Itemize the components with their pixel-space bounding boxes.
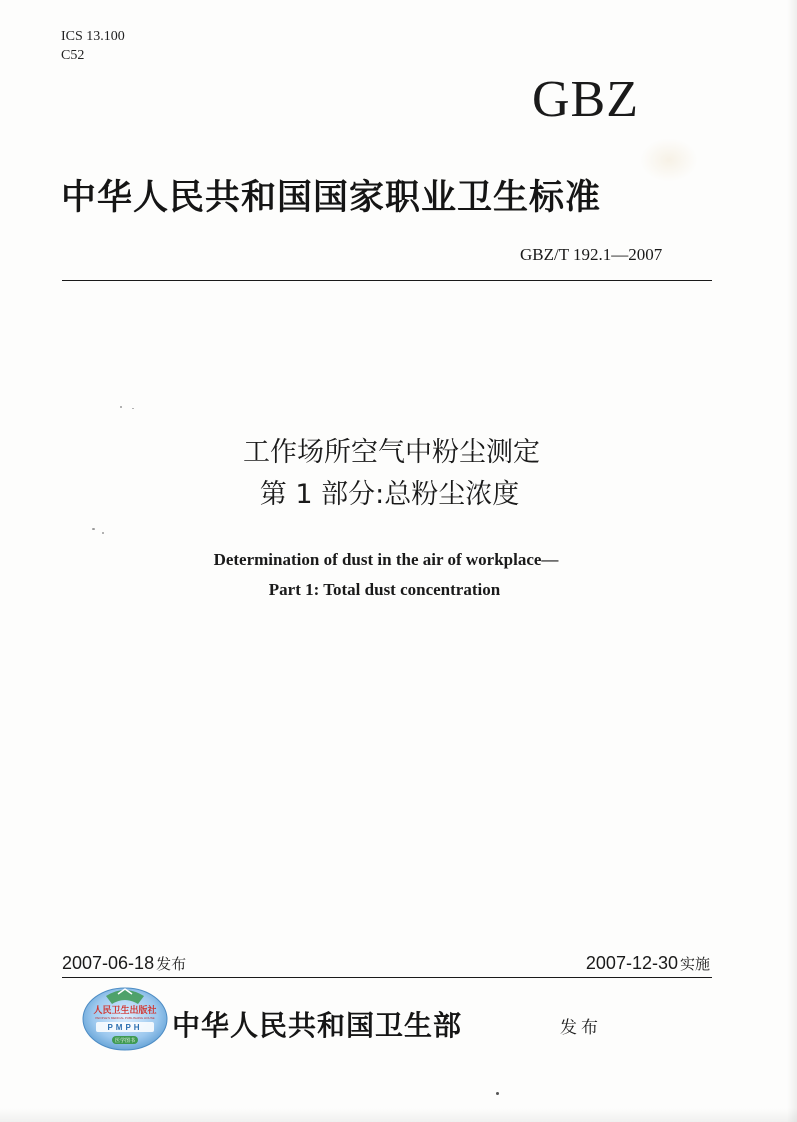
header-divider bbox=[62, 280, 712, 281]
standard-type-title: 中华人民共和国国家职业卫生标准 bbox=[61, 177, 602, 218]
scan-speck bbox=[132, 408, 134, 409]
ics-code: ICS 13.100 bbox=[61, 29, 125, 44]
emblem-cn-text: 人民卫生出版社 bbox=[93, 1006, 157, 1016]
gbz-logo: GBZ bbox=[532, 71, 639, 128]
implement-label: 实施 bbox=[679, 955, 710, 973]
scan-speck bbox=[102, 532, 104, 534]
chinese-title bbox=[0, 432, 797, 516]
chinese-title-line-1: 工作场所空气中粉尘测定 bbox=[243, 437, 540, 468]
emblem-en-text: PEOPLE'S MEDICAL PUBLISHING HOUSE bbox=[95, 1016, 155, 1020]
emblem-abbr-text: PMPH bbox=[107, 1023, 143, 1032]
scan-shadow-bottom bbox=[0, 1108, 797, 1122]
classification-codes bbox=[61, 27, 125, 65]
english-title-line-2: Part 1: Total dust concentration bbox=[268, 580, 501, 599]
publisher-emblem-icon bbox=[80, 986, 170, 1052]
english-title bbox=[0, 545, 797, 605]
emblem-sub-text: 医学图书 bbox=[114, 1038, 136, 1044]
publish-date-block bbox=[62, 951, 186, 976]
scan-speck bbox=[120, 406, 122, 408]
scan-speck bbox=[92, 528, 95, 530]
english-title-line-1: Determination of dust in the air of workplace— bbox=[213, 550, 559, 569]
publish-date: 2007-06-18 bbox=[62, 953, 155, 973]
publish-label: 发布 bbox=[156, 955, 187, 973]
chinese-title-line-2: 第 1 部分:总粉尘浓度 bbox=[259, 479, 520, 510]
scan-speck bbox=[496, 1092, 499, 1095]
standard-number: GBZ/T 192.1—2007 bbox=[520, 245, 663, 264]
implement-date: 2007-12-30 bbox=[585, 953, 678, 973]
issuing-authority: 中华人民共和国卫生部 bbox=[172, 1009, 463, 1042]
issue-word: 发布 bbox=[560, 1018, 602, 1038]
footer-divider bbox=[62, 977, 712, 978]
ccs-code: C52 bbox=[61, 48, 85, 63]
implement-date-block bbox=[586, 951, 710, 976]
